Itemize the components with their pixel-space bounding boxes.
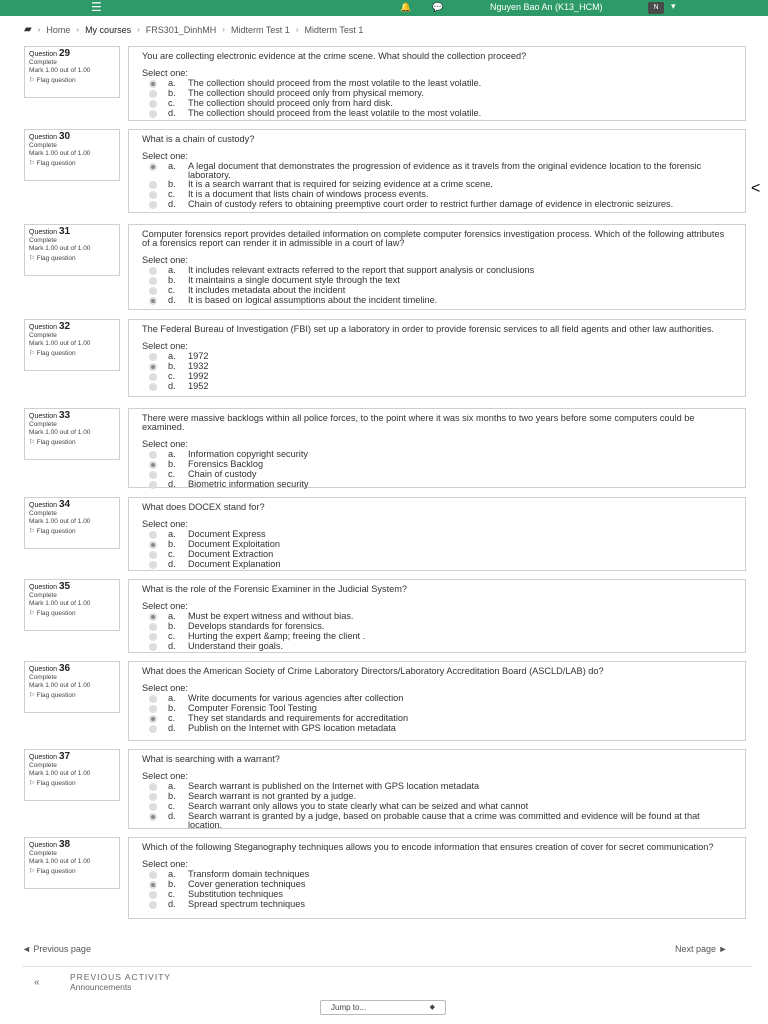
question-content (128, 46, 746, 121)
option-letter: d. (168, 295, 176, 305)
question-mark: Mark 1.00 out of 1.00 (29, 429, 91, 436)
select-one-label: Select one: (142, 771, 188, 781)
double-chevron-left-icon: « (34, 977, 40, 988)
select-one-label: Select one: (142, 859, 188, 869)
option-text: Search warrant is not granted by a judge. (188, 791, 357, 801)
question-number (29, 753, 115, 762)
option-text: 1992 (188, 371, 209, 381)
radio-button[interactable] (149, 633, 157, 641)
radio-button[interactable] (149, 695, 157, 703)
flag-question-label: Flag question (36, 780, 76, 787)
question-text: There were massive backlogs within all police forces, to the point where it was six months to two years before some computers could be examined. (142, 413, 695, 432)
answer-option[interactable] (142, 480, 733, 490)
avatar[interactable]: N (648, 2, 664, 14)
question-label: Question (29, 324, 58, 331)
radio-button[interactable] (149, 613, 157, 621)
user-name[interactable]: Nguyen Bao An (K13_HCM) (490, 2, 603, 12)
flag-question-label: Flag question (36, 255, 76, 262)
answer-option[interactable] (142, 296, 733, 306)
answer-option[interactable] (142, 352, 733, 362)
flag-icon: ⚐ (29, 868, 37, 875)
question-mark: Mark 1.00 out of 1.00 (29, 518, 91, 525)
option-letter: c. (168, 889, 176, 899)
option-letter: c. (168, 801, 176, 811)
flag-question-label: Flag question (36, 160, 76, 167)
radio-button[interactable] (149, 803, 157, 811)
question-mark: Mark 1.00 out of 1.00 (29, 858, 91, 865)
option-text: A legal document that demonstrates the progression of evidence as it travels from the original evidence location to the forensic laboratory. (188, 161, 702, 180)
question-status: Complete (29, 421, 57, 428)
radio-button[interactable] (149, 353, 157, 361)
option-letter: a. (168, 611, 176, 621)
radio-button[interactable] (149, 891, 157, 899)
select-one-label: Select one: (142, 683, 188, 693)
question-label: Question (29, 502, 58, 509)
question-info (24, 408, 120, 460)
answer-option[interactable] (142, 642, 733, 652)
option-letter: c. (168, 285, 176, 295)
flag-icon: ⚐ (29, 528, 37, 535)
option-text: 1972 (188, 351, 209, 361)
breadcrumb-separator: › (295, 25, 299, 34)
previous-activity-label: PREVIOUS ACTIVITY (70, 972, 172, 982)
question-mark: Mark 1.00 out of 1.00 (29, 67, 91, 74)
question-mark: Mark 1.00 out of 1.00 (29, 340, 91, 347)
radio-button[interactable] (149, 461, 157, 469)
answer-option[interactable] (142, 382, 733, 392)
question-content (128, 129, 746, 213)
radio-button[interactable] (149, 531, 157, 539)
flag-question-label: Flag question (36, 610, 76, 617)
question-info (24, 46, 120, 98)
option-text: Search warrant only allows you to state clearly what can be seized and what cannot (188, 801, 529, 811)
question-mark: Mark 1.00 out of 1.00 (29, 770, 91, 777)
flag-icon: ⚐ (29, 692, 37, 699)
question-mark: Mark 1.00 out of 1.00 (29, 682, 91, 689)
option-text: Search warrant is granted by a judge, based on probable cause that a crime was committed and evidence will be found at that location. (188, 811, 700, 830)
radio-button[interactable] (149, 181, 157, 189)
question-number (29, 50, 115, 59)
flag-icon: ⚐ (29, 439, 37, 446)
radio-button[interactable] (149, 287, 157, 295)
radio-button[interactable] (149, 715, 157, 723)
question-number (29, 133, 115, 142)
radio-button[interactable] (149, 373, 157, 381)
breadcrumb-current: Midterm Test 1 (304, 24, 364, 35)
breadcrumb-separator: › (137, 25, 140, 34)
breadcrumb-separator: › (37, 25, 41, 34)
question-mark: Mark 1.00 out of 1.00 (29, 245, 91, 252)
question-text: What does the American Society of Crime Laboratory Directors/Laboratory Accreditation Board (ASCLD/LAB) do? (142, 666, 604, 676)
question-content (128, 579, 746, 653)
option-text: Write documents for various agencies after collection (188, 693, 404, 703)
question-number-value: 36 (58, 663, 71, 674)
radio-button[interactable] (149, 277, 157, 285)
radio-button[interactable] (149, 901, 157, 909)
question-label: Question (29, 413, 58, 420)
answer-option[interactable] (142, 162, 733, 180)
option-letter: c. (168, 631, 176, 641)
select-one-label: Select one: (142, 439, 188, 449)
question-status: Complete (29, 674, 57, 681)
radio-button[interactable] (149, 191, 157, 199)
question-number-value: 38 (58, 839, 71, 850)
question-text: Computer forensics report provides detailed information on complete computer forensics investigation process. Which of the following attributes of a forensics report can render it in admissible in a court of law? (142, 229, 725, 248)
question-content (128, 224, 746, 310)
breadcrumb (24, 24, 363, 35)
radio-button[interactable] (149, 471, 157, 479)
flag-question-button[interactable] (29, 439, 115, 447)
option-text: 1932 (188, 361, 209, 371)
radio-button[interactable] (149, 623, 157, 631)
breadcrumb-separator: › (222, 25, 225, 34)
flag-icon: ⚐ (29, 160, 37, 167)
flag-question-button[interactable] (29, 77, 115, 85)
radio-button[interactable] (149, 551, 157, 559)
radio-button[interactable] (149, 90, 157, 98)
question-number-value: 32 (58, 321, 71, 332)
option-text: Substitution techniques (188, 889, 284, 899)
radio-button[interactable] (149, 363, 157, 371)
flag-question-label: Flag question (36, 528, 76, 535)
option-text: Document Express (188, 529, 266, 539)
option-text: Computer Forensic Tool Testing (188, 703, 317, 713)
option-text: The collection should proceed from the most volatile to the least volatile. (188, 78, 482, 88)
select-arrow-icon: ◆ (429, 1004, 435, 1011)
flag-question-label: Flag question (36, 692, 76, 699)
question-status: Complete (29, 59, 57, 66)
option-text: The collection should proceed only from hard disk. (188, 98, 393, 108)
question-number-value: 35 (58, 581, 71, 592)
question-info (24, 129, 120, 181)
flag-question-button[interactable] (29, 780, 115, 788)
radio-button[interactable] (149, 793, 157, 801)
flag-question-button[interactable] (29, 528, 115, 536)
question-text: What does DOCEX stand for? (142, 502, 265, 512)
folder-icon: ▰ (24, 24, 32, 35)
flag-question-button[interactable] (29, 610, 115, 618)
question-text: What is the role of the Forensic Examiner in the Judicial System? (142, 584, 408, 594)
question-number (29, 323, 115, 332)
question-status: Complete (29, 142, 57, 149)
chat-icon[interactable]: 💬 (432, 2, 444, 12)
option-letter: a. (168, 449, 176, 459)
question-info (24, 749, 120, 801)
question-number-value: 31 (58, 226, 71, 237)
option-letter: d. (168, 899, 176, 909)
option-text: It is based on logical assumptions about the incident timeline. (188, 295, 438, 305)
option-text: Information copyright security (188, 449, 308, 459)
question-status: Complete (29, 332, 57, 339)
question-number-value: 29 (58, 48, 71, 59)
flag-question-button[interactable] (29, 692, 115, 700)
radio-button[interactable] (149, 705, 157, 713)
option-text: It includes relevant extracts referred to the report that support analysis or conclusions (188, 265, 535, 275)
question-status: Complete (29, 762, 57, 769)
option-letter: a. (168, 693, 176, 703)
question-text: What is a chain of custody? (142, 134, 255, 144)
jump-to-label: Jump to... (331, 1003, 367, 1012)
previous-activity[interactable] (22, 966, 752, 1001)
question-info (24, 661, 120, 713)
question-info (24, 579, 120, 631)
question-number (29, 228, 115, 237)
option-text: 1952 (188, 381, 209, 391)
option-text: Develops standards for forensics. (188, 621, 325, 631)
question-status: Complete (29, 237, 57, 244)
option-letter: a. (168, 529, 176, 539)
option-letter: c. (168, 549, 176, 559)
option-letter: b. (168, 459, 176, 469)
question-number-value: 33 (58, 410, 71, 421)
question-number (29, 412, 115, 421)
radio-button[interactable] (149, 297, 157, 305)
question-content (128, 497, 746, 571)
breadcrumb-my-courses[interactable]: My courses (85, 24, 132, 35)
question-label: Question (29, 666, 58, 673)
radio-button[interactable] (149, 110, 157, 118)
question-text: What is searching with a warrant? (142, 754, 280, 764)
option-letter: d. (168, 811, 176, 821)
question-mark: Mark 1.00 out of 1.00 (29, 150, 91, 157)
question-number-value: 30 (58, 131, 71, 142)
option-letter: b. (168, 879, 176, 889)
question-mark: Mark 1.00 out of 1.00 (29, 600, 91, 607)
question-label: Question (29, 842, 58, 849)
question-text: You are collecting electronic evidence at the crime scene. What should the collection proceed? (142, 51, 527, 61)
bell-icon[interactable]: 🔔 (400, 2, 412, 12)
option-text: Hurting the expert &amp; freeing the client . (188, 631, 366, 641)
option-letter: b. (168, 539, 176, 549)
option-letter: d. (168, 641, 176, 651)
option-text: The collection should proceed only from physical memory. (188, 88, 424, 98)
question-label: Question (29, 754, 58, 761)
option-letter: a. (168, 265, 176, 275)
option-letter: c. (168, 189, 176, 199)
option-text: Understand their goals. (188, 641, 283, 651)
question-label: Question (29, 229, 58, 236)
option-text: It is a document that lists chain of windows process events. (188, 189, 429, 199)
radio-button[interactable] (149, 481, 157, 489)
flag-question-label: Flag question (36, 868, 76, 875)
question-text: Which of the following Steganography techniques allows you to encode information that ensures creation of cover for secret communication? (142, 842, 714, 852)
question-number-value: 37 (58, 751, 71, 762)
option-text: Publish on the Internet with GPS location metadata (188, 723, 396, 733)
option-text: Chain of custody refers to obtaining preemptive court order to restrict further damage of evidence in electronic seizures. (188, 199, 674, 209)
flag-question-button[interactable] (29, 255, 115, 263)
radio-button[interactable] (149, 783, 157, 791)
option-letter: c. (168, 371, 176, 381)
answer-option[interactable] (142, 109, 733, 119)
previous-page-link[interactable]: ◄ Previous page (22, 944, 91, 954)
option-letter: d. (168, 199, 176, 209)
question-content (128, 408, 746, 488)
flag-question-label: Flag question (36, 77, 76, 84)
option-text: Cover generation techniques (188, 879, 306, 889)
option-text: Document Extraction (188, 549, 274, 559)
breadcrumb-course[interactable]: FRS301_DinhMH (145, 24, 217, 35)
option-text: Chain of custody (188, 469, 257, 479)
select-one-label: Select one: (142, 601, 188, 611)
radio-button[interactable] (149, 643, 157, 651)
answer-option[interactable] (142, 200, 733, 210)
question-info (24, 224, 120, 276)
option-letter: b. (168, 791, 176, 801)
radio-button[interactable] (149, 80, 157, 88)
question-content (128, 661, 746, 741)
option-text: They set standards and requirements for accreditation (188, 713, 409, 723)
radio-button[interactable] (149, 267, 157, 275)
radio-button[interactable] (149, 383, 157, 391)
breadcrumb-quiz[interactable]: Midterm Test 1 (230, 24, 290, 35)
flag-icon: ⚐ (29, 77, 37, 84)
option-letter: b. (168, 179, 176, 189)
option-text: Document Explanation (188, 559, 281, 569)
radio-button[interactable] (149, 725, 157, 733)
flag-icon: ⚐ (29, 780, 37, 787)
question-text: The Federal Bureau of Investigation (FBI) set up a laboratory in order to provide forensic services to all field agents and other law authorities. (142, 324, 714, 334)
option-text: It includes metadata about the incident (188, 285, 346, 295)
option-letter: d. (168, 479, 176, 489)
option-text: Biometric information security (188, 479, 309, 489)
option-letter: a. (168, 161, 176, 171)
top-navbar (0, 0, 768, 16)
question-info (24, 837, 120, 889)
option-letter: c. (168, 713, 176, 723)
radio-button[interactable] (149, 881, 157, 889)
option-text: Document Exploitation (188, 539, 280, 549)
answer-option[interactable] (142, 900, 733, 910)
question-number (29, 665, 115, 674)
option-letter: c. (168, 469, 176, 479)
question-number (29, 583, 115, 592)
option-text: It maintains a single document style through the text (188, 275, 400, 285)
flag-icon: ⚐ (29, 610, 37, 617)
question-label: Question (29, 51, 58, 58)
radio-button[interactable] (149, 561, 157, 569)
flag-icon: ⚐ (29, 350, 37, 357)
option-text: Forensics Backlog (188, 459, 264, 469)
question-info (24, 497, 120, 549)
answer-option[interactable] (142, 362, 733, 372)
hamburger-icon[interactable]: ☰ (91, 0, 102, 14)
option-letter: b. (168, 621, 176, 631)
select-one-label: Select one: (142, 519, 188, 529)
radio-button[interactable] (149, 541, 157, 549)
question-info (24, 319, 120, 371)
question-label: Question (29, 134, 58, 141)
flag-icon: ⚐ (29, 255, 37, 262)
option-letter: b. (168, 88, 176, 98)
option-letter: a. (168, 869, 176, 879)
question-number (29, 501, 115, 510)
option-letter: a. (168, 78, 176, 88)
radio-button[interactable] (149, 100, 157, 108)
option-text: The collection should proceed from the least volatile to the most volatile. (188, 108, 482, 118)
option-text: Search warrant is published on the Internet with GPS location metadata (188, 781, 480, 791)
question-content (128, 837, 746, 919)
question-status: Complete (29, 592, 57, 599)
radio-button[interactable] (149, 201, 157, 209)
option-letter: a. (168, 351, 176, 361)
flag-question-button[interactable] (29, 160, 115, 168)
radio-button[interactable] (149, 163, 157, 171)
option-letter: d. (168, 381, 176, 391)
jump-to-select[interactable] (320, 1000, 446, 1015)
select-one-label: Select one: (142, 68, 188, 78)
question-content (128, 319, 746, 397)
flag-question-label: Flag question (36, 439, 76, 446)
option-letter: d. (168, 559, 176, 569)
breadcrumb-separator: › (76, 25, 80, 34)
option-letter: b. (168, 275, 176, 285)
option-letter: d. (168, 108, 176, 118)
option-letter: b. (168, 703, 176, 713)
question-content (128, 749, 746, 829)
answer-option[interactable] (142, 812, 733, 830)
radio-button[interactable] (149, 813, 157, 821)
option-letter: a. (168, 781, 176, 791)
chevron-down-icon[interactable]: ▾ (671, 1, 676, 11)
answer-option[interactable] (142, 560, 733, 570)
select-one-label: Select one: (142, 151, 188, 161)
drawer-toggle-icon[interactable]: < (751, 180, 761, 197)
question-label: Question (29, 584, 58, 591)
previous-activity-name[interactable]: Announcements (70, 982, 132, 992)
option-text: It is a search warrant that is required for seizing evidence at a crime scene. (188, 179, 493, 189)
answer-option[interactable] (142, 372, 733, 382)
select-one-label: Select one: (142, 341, 188, 351)
question-status: Complete (29, 850, 57, 857)
question-status: Complete (29, 510, 57, 517)
radio-button[interactable] (149, 871, 157, 879)
question-number-value: 34 (58, 499, 71, 510)
option-letter: b. (168, 361, 176, 371)
option-text: Must be expert witness and without bias. (188, 611, 354, 621)
select-one-label: Select one: (142, 255, 188, 265)
option-text: Transform domain techniques (188, 869, 310, 879)
option-letter: d. (168, 723, 176, 733)
radio-button[interactable] (149, 451, 157, 459)
flag-question-button[interactable] (29, 868, 115, 876)
next-page-link[interactable]: Next page ► (675, 944, 728, 954)
answer-option[interactable] (142, 724, 733, 734)
option-text: Spread spectrum techniques (188, 899, 305, 909)
breadcrumb-home[interactable]: Home (46, 24, 71, 35)
flag-question-label: Flag question (36, 350, 76, 357)
option-letter: c. (168, 98, 176, 108)
flag-question-button[interactable] (29, 350, 115, 358)
question-number (29, 841, 115, 850)
